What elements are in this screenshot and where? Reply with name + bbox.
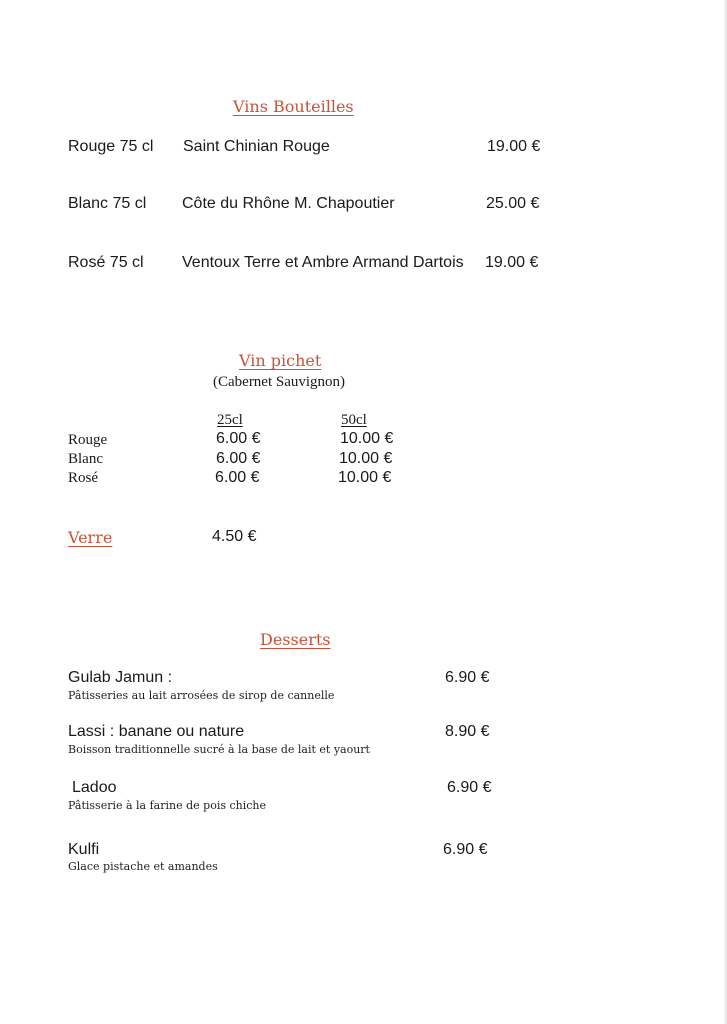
wine-type: Rouge 75 cl bbox=[68, 138, 154, 155]
wine-price: 25.00 € bbox=[486, 195, 540, 212]
dessert-price: 6.90 € bbox=[443, 841, 488, 858]
dessert-name: Kulfi bbox=[68, 841, 100, 858]
desserts-heading: Desserts bbox=[260, 630, 331, 649]
verre-price: 4.50 € bbox=[212, 528, 257, 545]
pichet-price-25: 6.00 € bbox=[215, 469, 260, 486]
wine-type: Blanc 75 cl bbox=[68, 195, 147, 212]
dessert-price: 6.90 € bbox=[445, 669, 490, 686]
wine-price: 19.00 € bbox=[485, 254, 539, 271]
dessert-name: Gulab Jamun : bbox=[68, 669, 173, 686]
dessert-description: Pâtisserie à la farine de pois chiche bbox=[68, 799, 266, 812]
pichet-price-50: 10.00 € bbox=[339, 450, 393, 467]
dessert-price: 6.90 € bbox=[447, 779, 492, 796]
pichet-price-50: 10.00 € bbox=[340, 430, 394, 447]
dessert-name: Lassi : banane ou nature bbox=[68, 723, 245, 740]
dessert-description: Boisson traditionnelle sucré à la base de lait et yaourt bbox=[68, 743, 370, 756]
wine-price: 19.00 € bbox=[487, 138, 541, 155]
wine-name: Saint Chinian Rouge bbox=[183, 138, 330, 155]
wines-heading: Vins Bouteilles bbox=[233, 97, 354, 116]
pichet-price-50: 10.00 € bbox=[338, 469, 392, 486]
pichet-price-25: 6.00 € bbox=[216, 450, 261, 467]
dessert-name: Ladoo bbox=[72, 779, 117, 796]
verre-label: Verre bbox=[68, 528, 113, 547]
dessert-description: Glace pistache et amandes bbox=[68, 860, 218, 873]
pichet-row-label: Rouge bbox=[68, 432, 108, 448]
wine-name: Côte du Rhône M. Chapoutier bbox=[182, 195, 395, 212]
pichet-row-label: Rosé bbox=[68, 470, 98, 486]
pichet-col-25cl: 25cl bbox=[217, 412, 243, 428]
wine-name: Ventoux Terre et Ambre Armand Dartois bbox=[182, 254, 464, 271]
pichet-col-50cl: 50cl bbox=[341, 412, 367, 428]
wine-type: Rosé 75 cl bbox=[68, 254, 144, 271]
pichet-row-label: Blanc bbox=[68, 451, 103, 467]
pichet-heading: Vin pichet bbox=[239, 351, 322, 370]
dessert-description: Pâtisseries au lait arrosées de sirop de cannelle bbox=[68, 689, 335, 702]
pichet-price-25: 6.00 € bbox=[216, 430, 261, 447]
pichet-subtitle: (Cabernet Sauvignon) bbox=[213, 374, 346, 390]
dessert-price: 8.90 € bbox=[445, 723, 490, 740]
